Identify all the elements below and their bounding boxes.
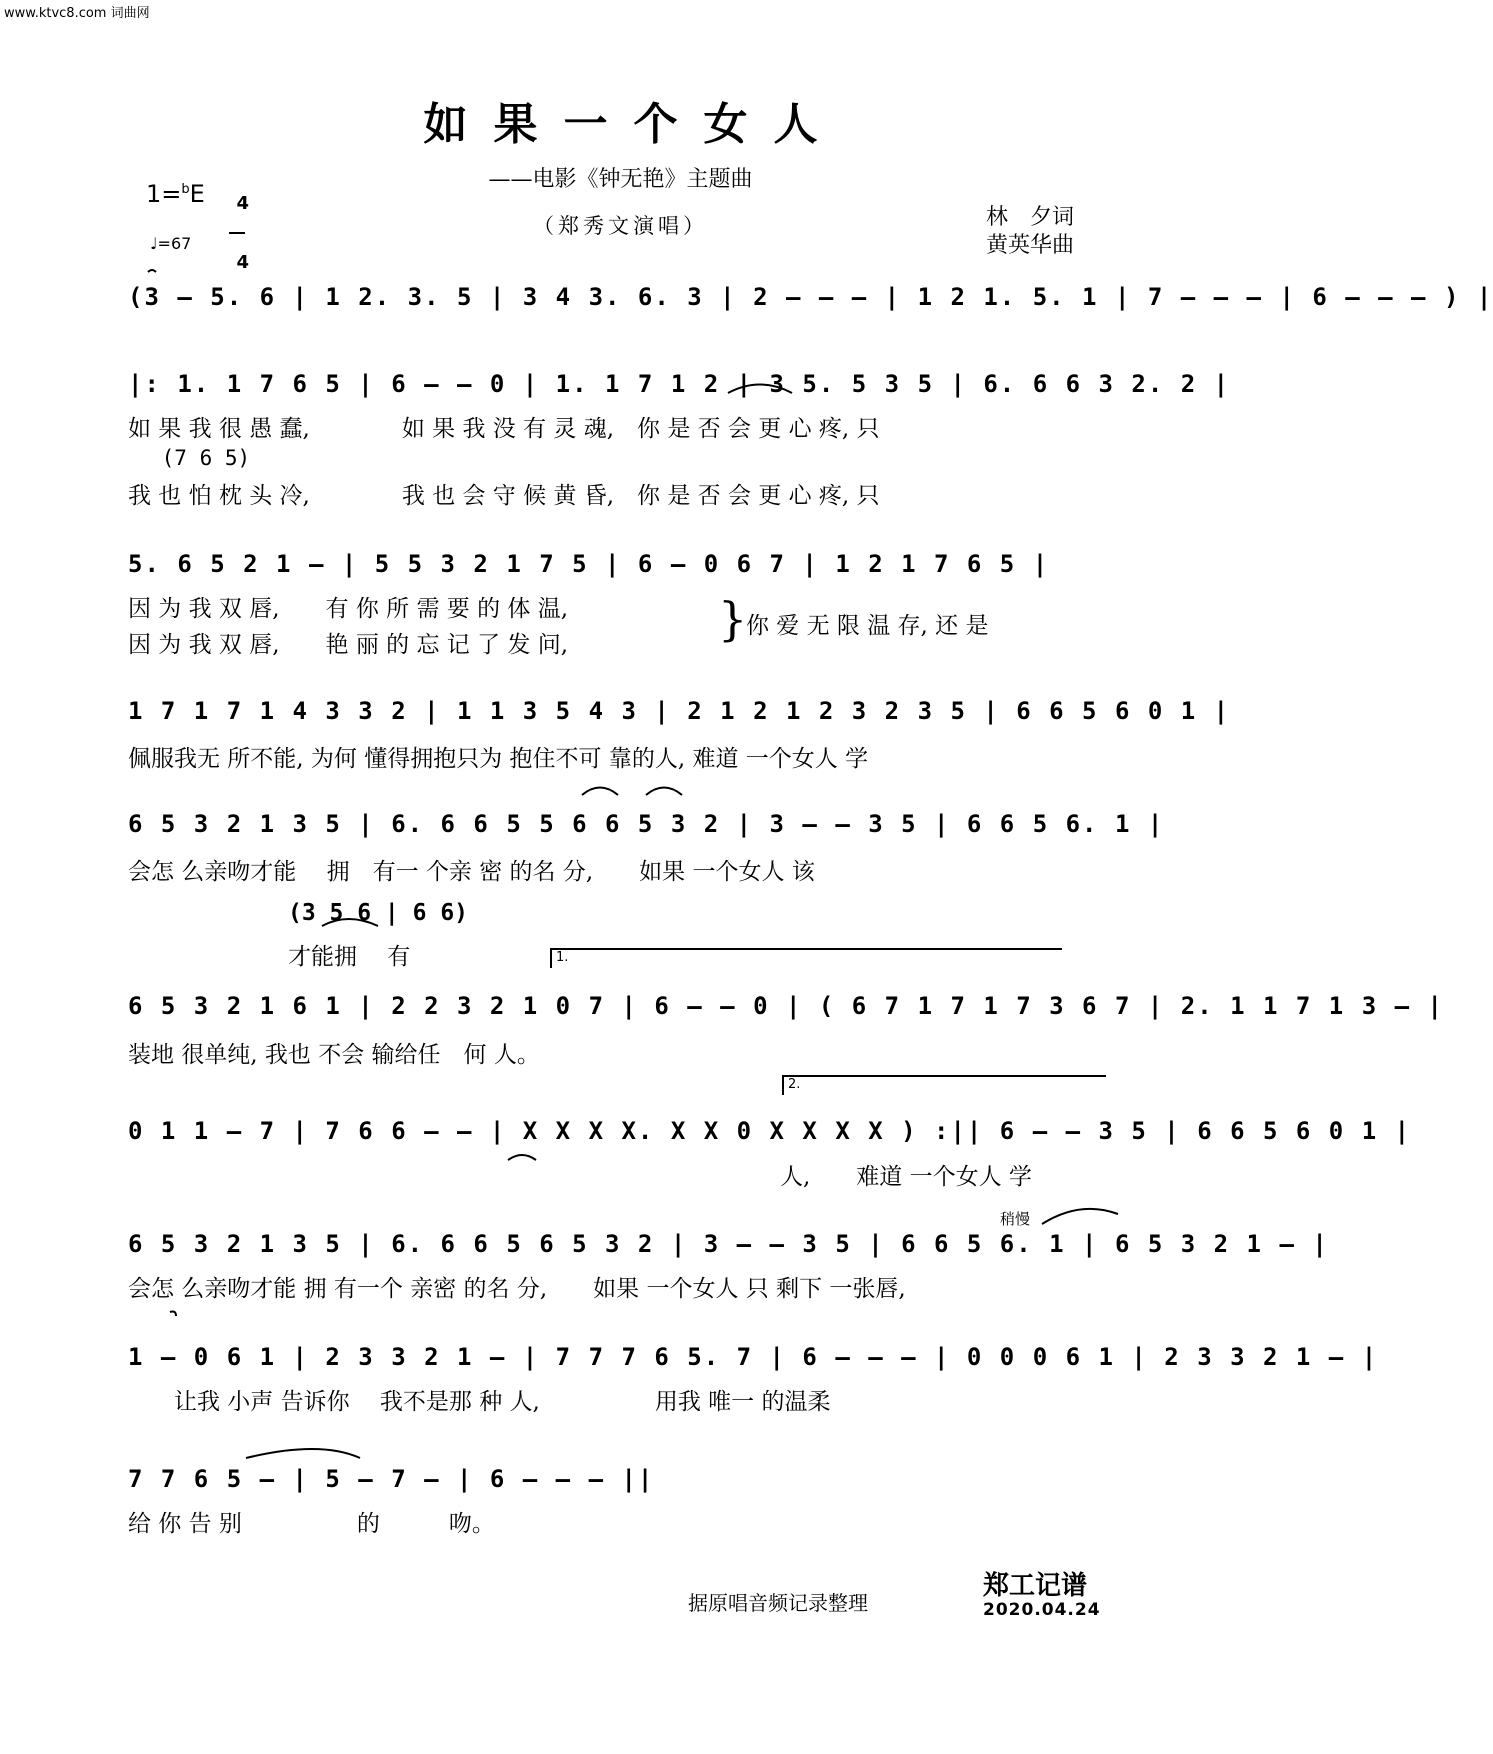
notation-row: 7 7 6 5 – | 5 – 7 – | 6 – – – || <box>128 1465 655 1493</box>
transcriber-stamp: 郑工记谱 <box>983 1571 1088 1601</box>
lyric-line: (7 6 5) <box>128 446 251 470</box>
song-title: 如果一个女人 <box>423 99 844 150</box>
time-top: 4 <box>236 193 250 214</box>
volta-bracket: 2. <box>782 1075 1106 1095</box>
lyric-line: 装地 很单纯, 我也 不会 输给任 何 人。 <box>128 1042 540 1068</box>
brace-icon: } <box>718 592 748 646</box>
volta-bracket: 1. <box>550 948 1062 968</box>
notation-row: 1 7 1 7 1 4 3 3 2 | 1 1 3 5 4 3 | 2 1 2 1 2 3 2 3 5 | 6 6 5 6 0 1 | <box>128 697 1231 725</box>
lyric-line: 佩服我无 所不能, 为何 懂得拥抱只为 抱住不可 靠的人, 难道 一个女人 学 <box>128 746 869 772</box>
notation-row: (3 – 5. 6 | 1 2. 3. 5 | 3 4 3. 6. 3 | 2 – – – | 1 2 1. 5. 1 | 7 – – – | 6 – – – ) | <box>128 283 1493 311</box>
lyric-line: 会怎 么亲吻才能 拥 有一个 亲密 的名 分, 如果 一个女人 只 剩下 一张唇, <box>128 1276 906 1302</box>
lyric-line: (3 5 6 | 6 6) <box>288 900 469 926</box>
lyric-line: 会怎 么亲吻才能 拥 有一 个亲 密 的名 分, 如果 一个女人 该 <box>128 859 815 885</box>
tempo-change-mark: 稍慢 <box>1000 1210 1031 1228</box>
lyric-line: 因 为 我 双 唇, 艳 丽 的 忘 记 了 发 问, <box>128 632 569 658</box>
time-bottom: 4 <box>236 252 250 273</box>
time-divider <box>229 232 245 234</box>
composer-credit: 黄英华曲 <box>986 233 1075 258</box>
notation-row: 6 5 3 2 1 3 5 | 6. 6 6 5 5 6 6 5 3 2 | 3 – – 3 5 | 6 6 5 6. 1 | <box>128 810 1165 838</box>
lyric-line: 我 也 怕 枕 头 冷, 我 也 会 守 候 黄 昏, 你 是 否 会 更 心 疼, 只 <box>128 483 880 509</box>
lyric-line: 给 你 告 别 的 吻。 <box>128 1511 495 1537</box>
tempo-marking: ♩=67 <box>150 234 192 253</box>
lyric-line: 因 为 我 双 唇, 有 你 所 需 要 的 体 温, <box>128 596 569 622</box>
transcription-date: 2020.04.24 <box>983 1600 1101 1620</box>
notation-row: |: 1. 1 7 6 5 | 6 – – 0 | 1. 1 7 1 2 | 3 5. 5 3 5 | 6. 6 6 3 2. 2 | <box>128 370 1231 398</box>
time-signature <box>224 175 249 272</box>
lyricist-credit: 林 夕词 <box>986 205 1075 230</box>
song-subtitle: ——电影《钟无艳》主题曲 <box>488 167 753 192</box>
lyric-line: 让我 小声 告诉你 我不是那 种 人, 用我 唯一 的温柔 <box>128 1389 831 1415</box>
lyric-line: 才能拥 有 <box>288 944 411 970</box>
key-note: E <box>189 180 205 208</box>
notation-row: 5. 6 5 2 1 – | 5 5 3 2 1 7 5 | 6 – 0 6 7 | 1 2 1 7 6 5 | <box>128 550 1050 578</box>
key-signature <box>146 180 205 208</box>
source-note: 据原唱音频记录整理 <box>688 1591 868 1615</box>
notation-row: 1 – 0 6 1 | 2 3 3 2 1 – | 7 7 7 6 5. 7 | 6 – – – | 0 0 0 6 1 | 2 3 3 2 1 – | <box>128 1343 1379 1371</box>
lyric-line: 人, 难道 一个女人 学 <box>780 1164 1032 1190</box>
lyric-line: 如 果 我 很 愚 蠢, 如 果 我 没 有 灵 魂, 你 是 否 会 更 心 疼, 只 <box>128 416 880 442</box>
key-flat: b <box>181 182 190 197</box>
notation-row: 6 5 3 2 1 6 1 | 2 2 3 2 1 0 7 | 6 – – 0 | ( 6 7 1 7 1 7 3 6 7 | 2. 1 1 7 1 3 – | <box>128 992 1444 1020</box>
lyric-line: 你 爱 无 限 温 存, 还 是 <box>746 613 989 639</box>
notation-row: 6 5 3 2 1 3 5 | 6. 6 6 5 6 5 3 2 | 3 – – 3 5 | 6 6 5 6. 1 | 6 5 3 2 1 – | <box>128 1230 1329 1258</box>
key-label: 1= <box>146 180 182 208</box>
singer-credit: （郑秀文演唱） <box>533 214 708 238</box>
notation-row: 0 1 1 – 7 | 7 6 6 – – | X X X X. X X 0 X X X X ) :|| 6 – – 3 5 | 6 6 5 6 0 1 | <box>128 1117 1412 1145</box>
site-watermark: www.ktvc8.com 词曲网 <box>4 6 150 21</box>
